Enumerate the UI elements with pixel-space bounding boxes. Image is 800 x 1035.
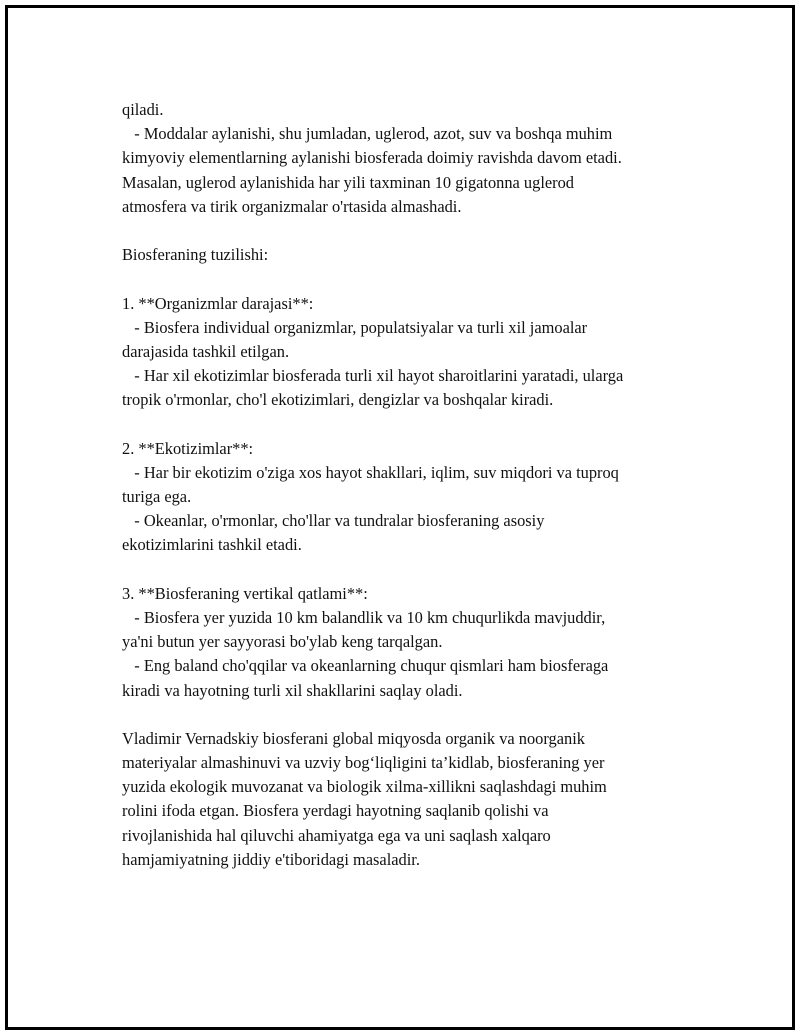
text-line: ya'ni butun yer sayyorasi bo'ylab keng tarqalgan. (122, 632, 443, 652)
text-line: materiyalar almashinuvi va uzviy bog‘liqligini ta’kidlab, biosferaning yer (122, 753, 605, 773)
text-line: - Har xil ekotizimlar biosferada turli xil hayot sharoitlarini yaratadi, ularga (122, 366, 624, 386)
blank-line (122, 267, 722, 291)
text-line: 1. **Organizmlar darajasi**: (122, 293, 314, 313)
text-line: rivojlanishida hal qiluvchi ahamiyatga ega va uni saqlash xalqaro (122, 825, 551, 845)
blank-line (122, 558, 722, 582)
text-line: yuzida ekologik muvozanat va biologik xilma-xillikni saqlashdagi muhim (122, 777, 607, 797)
blank-line (122, 219, 722, 243)
text-line: Vladimir Vernadskiy biosferani global miqyosda organik va noorganik (122, 728, 585, 748)
text-line: - Okeanlar, o'rmonlar, cho'llar va tundralar biosferaning asosiy (122, 511, 545, 531)
text-line: rolini ifoda etgan. Biosfera yerdagi hayotning saqlanib qolishi va (122, 801, 549, 821)
text-line: atmosfera va tirik organizmalar o'rtasida almashadi. (122, 196, 462, 216)
text-line: - Biosfera yer yuzida 10 km balandlik va 10 km chuqurlikda mavjuddir, (122, 607, 606, 627)
text-line: qiladi. (122, 100, 164, 119)
text-line: turiga ega. (122, 487, 192, 506)
text-line: - Moddalar aylanishi, shu jumladan, uglerod, azot, suv va boshqa muhim (122, 124, 613, 144)
text-line: - Har bir ekotizim o'ziga xos hayot shakllari, iqlim, suv miqdori va tuproq (122, 462, 619, 482)
text-line: darajasida tashkil etilgan. (122, 341, 290, 361)
text-line: 3. **Biosferaning vertikal qatlami**: (122, 583, 368, 603)
text-line: ekotizimlarini tashkil etadi. (122, 535, 302, 555)
text-line: 2. **Ekotizimlar**: (122, 438, 254, 458)
text-line: tropik o'rmonlar, cho'l ekotizimlari, dengizlar va boshqalar kiradi. (122, 390, 554, 410)
text-line: Masalan, uglerod aylanishida har yili taxminan 10 gigatonna uglerod (122, 172, 574, 192)
text-line: Biosferaning tuzilishi: (122, 245, 269, 265)
blank-line (122, 412, 722, 436)
blank-line (122, 703, 722, 727)
text-line: - Eng baland cho'qqilar va okeanlarning chuqur qismlari ham biosferaga (122, 656, 609, 676)
text-line: hamjamiyatning jiddiy e'tiboridagi masaladir. (122, 849, 420, 869)
text-line: - Biosfera individual organizmlar, populatsiyalar va turli xil jamoalar (122, 317, 588, 337)
page-frame (5, 5, 795, 1030)
text-line: kimyoviy elementlarning aylanishi biosferada doimiy ravishda davom etadi. (122, 148, 622, 168)
document-body (122, 98, 722, 872)
text-line: kiradi va hayotning turli xil shakllarini saqlay oladi. (122, 680, 463, 700)
